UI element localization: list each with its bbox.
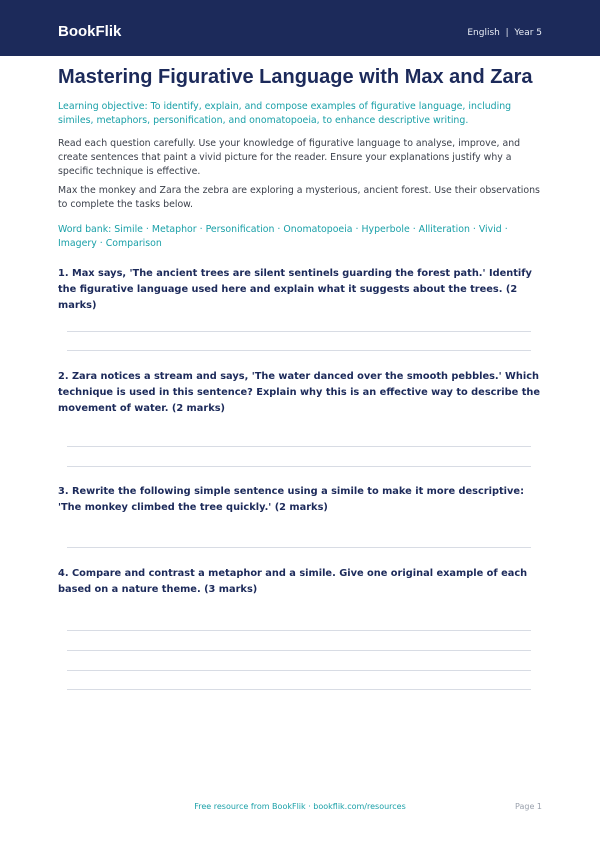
answer-line[interactable] xyxy=(67,689,531,690)
story-context: Max the monkey and Zara the zebra are exploring a mysterious, ancient forest. Use their observations to complete the tasks below. xyxy=(58,185,540,210)
brand-logo: BookFlik xyxy=(58,23,122,40)
page-number: Page 1 xyxy=(515,802,542,811)
learning-objective: Learning objective: To identify, explain, and compose examples of figurative language, including similes, metaphors, personification, and onomatopoeia, to enhance descriptive writing. xyxy=(58,101,512,126)
question-4: 4. Compare and contrast a metaphor and a simile. Give one original example of each based on a nature theme. (3 marks) xyxy=(58,568,528,595)
answer-line[interactable] xyxy=(67,650,531,651)
footer-text: Free resource from BookFlik · bookflik.com/resources xyxy=(194,802,406,811)
answer-line[interactable] xyxy=(67,466,531,467)
word-bank: Word bank: Simile · Metaphor · Personification · Onomatopoeia · Hyperbole · Alliteration · Vivid · Imagery · Comparison xyxy=(58,224,508,249)
page-title: Mastering Figurative Language with Max and Zara xyxy=(58,66,533,88)
answer-line[interactable] xyxy=(67,446,531,447)
answer-line[interactable] xyxy=(67,350,531,351)
question-1: 1. Max says, 'The ancient trees are silent sentinels guarding the forest path.' Identify the figurative language used here and explain what it suggests about the trees. (2 marks) xyxy=(58,268,532,311)
subject-year-label: English | Year 5 xyxy=(467,28,542,38)
answer-line[interactable] xyxy=(67,630,531,631)
question-2: 2. Zara notices a stream and says, 'The water danced over the smooth pebbles.' Which technique is used in this sentence? Explain why this is an effective way to describe the movement of water. (2 marks) xyxy=(58,371,541,414)
question-3: 3. Rewrite the following simple sentence using a simile to make it more descriptive: 'The monkey climbed the tree quickly.' (2 marks) xyxy=(58,486,524,513)
instructions: Read each question carefully. Use your knowledge of figurative language to analyse, improve, and create sentences that paint a vivid picture for the reader. Ensure your explanations justify why a specific technique is effective. xyxy=(58,138,521,177)
answer-line[interactable] xyxy=(67,331,531,332)
answer-line[interactable] xyxy=(67,547,531,548)
header-bar xyxy=(0,0,600,56)
answer-line[interactable] xyxy=(67,670,531,671)
